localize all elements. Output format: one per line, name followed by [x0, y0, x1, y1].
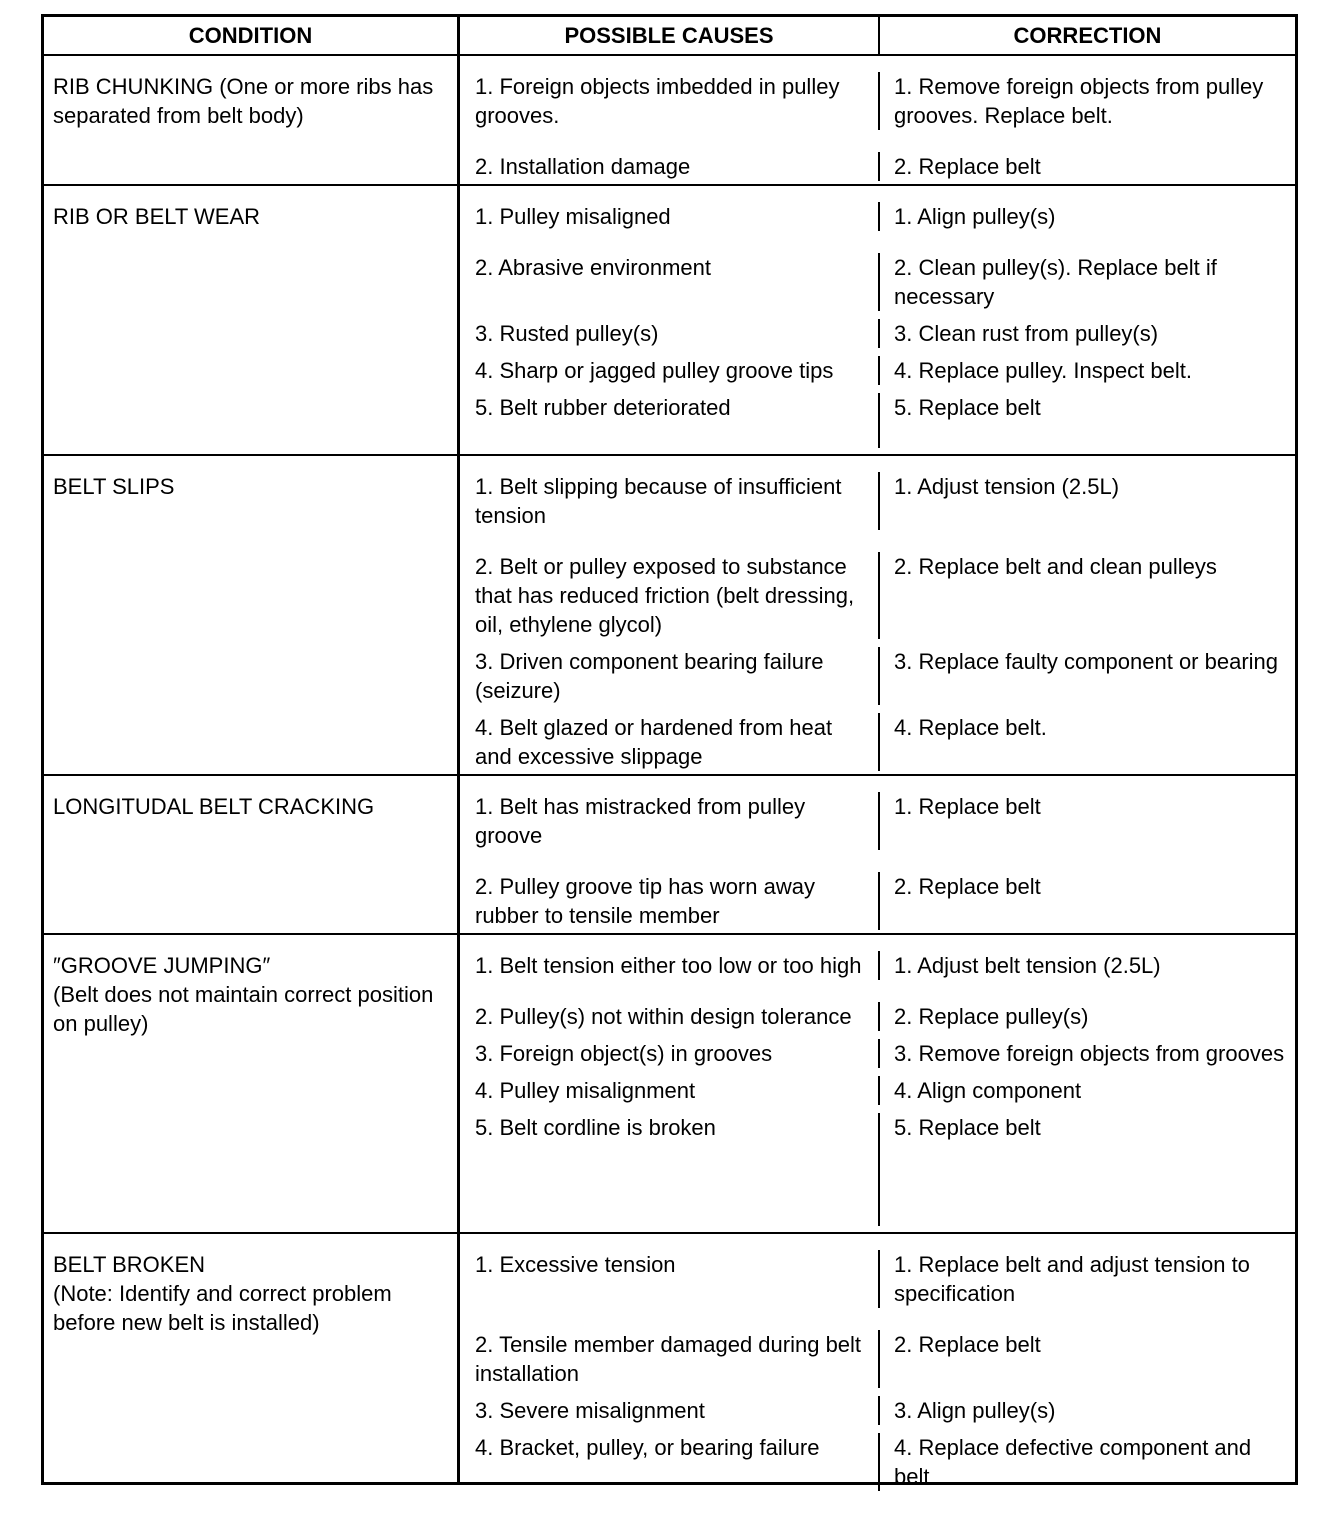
condition-cell: BELT SLIPS: [44, 456, 460, 774]
cause-text: 4. Sharp or jagged pulley groove tips: [460, 356, 880, 385]
table-row: [44, 776, 1295, 935]
causes-corrections: [460, 56, 1295, 184]
correction-text: 4. Replace belt.: [894, 715, 1047, 740]
cause-correction-pair: [460, 1396, 1295, 1425]
table-header-row: [44, 17, 1295, 56]
cause-text: 5. Belt cordline is broken: [460, 1113, 880, 1226]
correction-text: 5. Replace belt: [894, 1115, 1041, 1140]
cause-text: 1. Belt has mistracked from pulley groove: [460, 792, 880, 850]
causes-corrections: [460, 1234, 1295, 1489]
condition-cell: BELT BROKEN (Note: Identify and correct problem before new belt is installed): [44, 1234, 460, 1482]
correction-text: 1. Replace belt: [894, 794, 1041, 819]
cause-correction-pair: [460, 472, 1295, 530]
cause-correction-pair: [460, 1250, 1295, 1308]
cause-text: 4. Pulley misalignment: [460, 1076, 880, 1105]
correction-text: 3. Remove foreign objects from grooves: [894, 1041, 1285, 1066]
correction-text: 2. Replace pulley(s): [894, 1004, 1089, 1029]
cause-correction-pair: [460, 253, 1295, 311]
correction-text: 4. Replace pulley. Inspect belt.: [894, 358, 1192, 383]
cause-correction-pair: [460, 152, 1295, 181]
correction-text: 4. Align component: [894, 1078, 1082, 1103]
cause-correction-pair: [460, 356, 1295, 385]
cause-text: 5. Belt rubber deteriorated: [460, 393, 880, 448]
header-condition: CONDITION: [44, 17, 460, 54]
cause-correction-pair: [460, 647, 1295, 705]
cause-correction-pair: [460, 393, 1295, 448]
causes-corrections: [460, 935, 1295, 1232]
cause-correction-pair: [460, 872, 1295, 930]
correction-text: 1. Align pulley(s): [894, 204, 1056, 229]
table-row: [44, 56, 1295, 186]
correction-text: 2. Replace belt: [894, 154, 1041, 179]
causes-corrections: [460, 456, 1295, 774]
table-row: [44, 935, 1295, 1234]
cause-correction-pair: [460, 202, 1295, 231]
cause-correction-pair: [460, 1113, 1295, 1226]
belt-diagnosis-table: [41, 14, 1298, 1489]
correction-text: 5. Replace belt: [894, 395, 1041, 420]
cause-text: 3. Rusted pulley(s): [460, 319, 880, 348]
cause-text: 4. Belt glazed or hardened from heat and excessive slippage: [460, 713, 880, 771]
cause-correction-pair: [460, 1076, 1295, 1105]
correction-text: 3. Clean rust from pulley(s): [894, 321, 1159, 346]
cause-text: 1. Belt tension either too low or too high: [460, 951, 880, 980]
condition-cell: RIB CHUNKING (One or more ribs has separated from belt body): [44, 56, 460, 184]
cause-text: 4. Bracket, pulley, or bearing failure: [460, 1433, 880, 1491]
correction-text: 1. Remove foreign objects from pulley grooves. Replace belt.: [894, 74, 1264, 128]
correction-text: 2. Replace belt and clean pulleys: [894, 554, 1217, 579]
causes-corrections: [460, 776, 1295, 933]
cause-text: 2. Abrasive environment: [460, 253, 880, 311]
correction-text: 2. Clean pulley(s). Replace belt if necessary: [894, 255, 1217, 309]
cause-correction-pair: [460, 713, 1295, 771]
cause-correction-pair: [460, 1002, 1295, 1031]
correction-text: 1. Adjust belt tension (2.5L): [894, 953, 1161, 978]
table-row: [44, 456, 1295, 776]
cause-text: 3. Foreign object(s) in grooves: [460, 1039, 880, 1068]
header-correction: CORRECTION: [1013, 23, 1162, 48]
condition-cell: ″GROOVE JUMPING″ (Belt does not maintain correct position on pulley): [44, 935, 460, 1232]
cause-correction-pair: [460, 1039, 1295, 1068]
correction-text: 2. Replace belt: [894, 1332, 1041, 1357]
correction-text: 1. Replace belt and adjust tension to specification: [894, 1252, 1250, 1306]
cause-text: 1. Foreign objects imbedded in pulley grooves.: [460, 72, 880, 130]
cause-text: 2. Installation damage: [460, 152, 880, 181]
cause-correction-pair: [460, 319, 1295, 348]
cause-text: 2. Belt or pulley exposed to substance that has reduced friction (belt dressing, oil, ethylene glycol): [460, 552, 880, 639]
cause-text: 2. Tensile member damaged during belt installation: [460, 1330, 880, 1388]
cause-correction-pair: [460, 951, 1295, 980]
cause-correction-pair: [460, 1330, 1295, 1388]
cause-text: 2. Pulley groove tip has worn away rubber to tensile member: [460, 872, 880, 930]
cause-text: 3. Severe misalignment: [460, 1396, 880, 1425]
cause-correction-pair: [460, 72, 1295, 130]
correction-text: 3. Align pulley(s): [894, 1398, 1056, 1423]
correction-text: 3. Replace faulty component or bearing: [894, 649, 1279, 674]
condition-cell: RIB OR BELT WEAR: [44, 186, 460, 454]
causes-corrections: [460, 186, 1295, 454]
condition-cell: LONGITUDAL BELT CRACKING: [44, 776, 460, 933]
cause-text: 1. Belt slipping because of insufficient tension: [460, 472, 880, 530]
cause-correction-pair: [460, 1433, 1295, 1491]
correction-text: 2. Replace belt: [894, 874, 1041, 899]
cause-correction-pair: [460, 792, 1295, 850]
cause-text: 1. Pulley misaligned: [460, 202, 880, 231]
cause-correction-pair: [460, 552, 1295, 639]
cause-text: 1. Excessive tension: [460, 1250, 880, 1308]
table-row: [44, 186, 1295, 456]
cause-text: 3. Driven component bearing failure (seizure): [460, 647, 880, 705]
correction-text: 4. Replace defective component and belt: [894, 1435, 1252, 1489]
header-possible-causes: POSSIBLE CAUSES: [460, 17, 880, 54]
correction-text: 1. Adjust tension (2.5L): [894, 474, 1120, 499]
cause-text: 2. Pulley(s) not within design tolerance: [460, 1002, 880, 1031]
table-row: [44, 1234, 1295, 1489]
